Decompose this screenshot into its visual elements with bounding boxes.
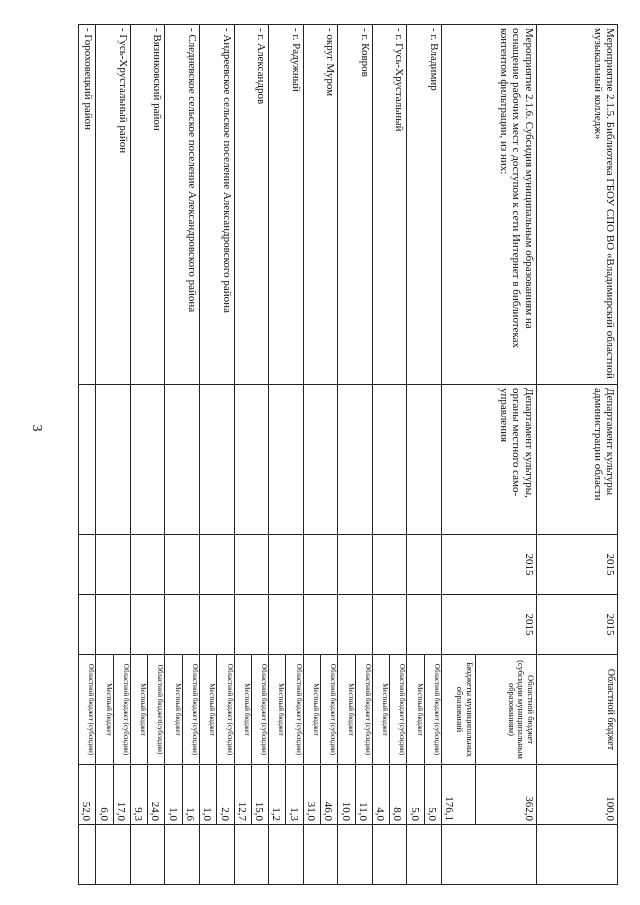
empty-cell — [407, 385, 442, 535]
amount: 1,0 — [165, 765, 182, 825]
funding-source: Областной бюджет (субсидии) — [424, 655, 441, 765]
empty-cell — [407, 595, 442, 655]
funding-source: Местный бюджет — [200, 655, 217, 765]
empty-cell — [200, 595, 235, 655]
table-row — [79, 25, 96, 885]
year-end: 2015 — [441, 595, 536, 655]
table-row — [148, 25, 165, 885]
amount: 5,0 — [424, 765, 441, 825]
program-table-sheet — [78, 24, 618, 884]
funding-source: Местный бюджет — [234, 655, 251, 765]
empty-cell — [407, 535, 442, 595]
amount: 6,0 — [96, 765, 113, 825]
empty-cell — [372, 535, 407, 595]
municipality-name: - Вязниковский район — [130, 25, 165, 385]
empty-cell — [200, 535, 235, 595]
municipality-name: - Андреевское сельское поселение Александровского района — [200, 25, 235, 385]
funding-source: Местный бюджет — [165, 655, 182, 765]
amount: 4,0 — [372, 765, 389, 825]
empty-cell — [234, 385, 269, 535]
empty-cell — [407, 825, 442, 885]
funding-source: Областной бюджет (субсидии) — [79, 655, 96, 765]
empty-cell — [338, 595, 373, 655]
amount: 362,0 — [475, 765, 536, 825]
table-row — [320, 25, 337, 885]
empty-cell — [96, 595, 131, 655]
funding-source: Областной бюджет (субсидии) — [113, 655, 130, 765]
empty-cell — [536, 825, 617, 885]
amount: 9,3 — [130, 765, 147, 825]
empty-cell — [372, 385, 407, 535]
amount: 2,0 — [217, 765, 234, 825]
amount: 176,1 — [441, 765, 475, 825]
amount: 1,2 — [269, 765, 286, 825]
table-row — [113, 25, 130, 885]
funding-source: Местный бюджет — [96, 655, 113, 765]
empty-cell — [130, 825, 165, 885]
funding-source: Местный бюджет — [338, 655, 355, 765]
table-row — [182, 25, 199, 885]
empty-cell — [303, 825, 338, 885]
table-row — [536, 25, 617, 885]
empty-cell — [303, 535, 338, 595]
funding-source: Бюджеты муниципальных образований — [441, 655, 475, 765]
empty-cell — [200, 385, 235, 535]
empty-cell — [269, 595, 304, 655]
empty-cell — [130, 595, 165, 655]
municipality-name: - Гороховецкий район — [79, 25, 96, 385]
funding-source: Областной бюджет (субсидии) — [390, 655, 407, 765]
funding-source: Местный бюджет — [269, 655, 286, 765]
page-number: 3 — [29, 424, 44, 432]
empty-cell — [303, 385, 338, 535]
empty-cell — [338, 825, 373, 885]
year-start: 2015 — [441, 535, 536, 595]
funding-source: Областной бюджет (субсидии) — [251, 655, 268, 765]
municipality-name: - г. Владимир — [407, 25, 442, 385]
empty-cell — [234, 535, 269, 595]
empty-cell — [200, 825, 235, 885]
amount: 8,0 — [390, 765, 407, 825]
amount: 1,6 — [182, 765, 199, 825]
funding-source: Областной бюджет (субсидии) — [320, 655, 337, 765]
year-start: 2015 — [536, 535, 617, 595]
table-row — [424, 25, 441, 885]
funding-source: Местный бюджет — [130, 655, 147, 765]
empty-cell — [269, 385, 304, 535]
municipality-name: - Следневское сельское поселение Александровского района — [165, 25, 200, 385]
amount: 1,0 — [200, 765, 217, 825]
municipality-name: - г. Александров — [234, 25, 269, 385]
empty-cell — [372, 595, 407, 655]
funding-source: Областной бюджет — [536, 655, 617, 765]
table-row — [217, 25, 234, 885]
measure-name: Мероприятие 2.1.5. Библиотека ГБОУ СПО ВО «Владимирский областной музыкальный колледж» — [536, 25, 617, 385]
funding-source: Областной бюджет (субсидии) — [182, 655, 199, 765]
amount: 1,3 — [286, 765, 303, 825]
funding-source: Областной бюджет (субсидии) — [286, 655, 303, 765]
municipality-name: - Гусь-Хрустальный район — [96, 25, 131, 385]
empty-cell — [165, 535, 200, 595]
measures-table — [78, 24, 618, 885]
empty-cell — [303, 595, 338, 655]
amount: 12,7 — [234, 765, 251, 825]
table-row — [286, 25, 303, 885]
empty-cell — [372, 825, 407, 885]
funding-source: Областной бюджет (субсидии муниципальным образованиям) — [475, 655, 536, 765]
table-row — [251, 25, 268, 885]
empty-cell — [79, 825, 96, 885]
municipality-name: - г. Ковров — [338, 25, 373, 385]
amount: 100,0 — [536, 765, 617, 825]
empty-cell — [338, 535, 373, 595]
empty-cell — [165, 825, 200, 885]
empty-cell — [269, 535, 304, 595]
amount: 5,0 — [407, 765, 424, 825]
empty-cell — [269, 825, 304, 885]
executor: Департамент культуры администрации области — [536, 385, 617, 535]
municipality-name: - округ Муром — [303, 25, 338, 385]
empty-cell — [79, 385, 96, 535]
funding-source: Местный бюджет — [303, 655, 320, 765]
funding-source: Областной бюджет (субсидии) — [355, 655, 372, 765]
executor: Департамент культуры, органы местного само-управления — [441, 385, 536, 535]
empty-cell — [96, 825, 131, 885]
empty-cell — [165, 595, 200, 655]
funding-source: Областной бюджет (субсидии) — [217, 655, 234, 765]
funding-source: Областной бюджет(субсидии) — [148, 655, 165, 765]
table-row — [390, 25, 407, 885]
table-row — [355, 25, 372, 885]
empty-cell — [79, 595, 96, 655]
amount: 11,0 — [355, 765, 372, 825]
amount: 31,0 — [303, 765, 320, 825]
amount: 10,0 — [338, 765, 355, 825]
empty-cell — [79, 535, 96, 595]
empty-cell — [165, 385, 200, 535]
funding-source: Местный бюджет — [407, 655, 424, 765]
table-row — [475, 25, 536, 885]
amount: 17,0 — [113, 765, 130, 825]
empty-cell — [130, 535, 165, 595]
amount: 24,0 — [148, 765, 165, 825]
empty-cell — [234, 595, 269, 655]
empty-cell — [96, 535, 131, 595]
empty-cell — [96, 385, 131, 535]
empty-cell — [441, 825, 536, 885]
year-end: 2015 — [536, 595, 617, 655]
funding-source: Местный бюджет — [372, 655, 389, 765]
amount: 15,0 — [251, 765, 268, 825]
amount: 52,0 — [79, 765, 96, 825]
empty-cell — [234, 825, 269, 885]
measure-name: Мероприятие 2.1.6. Субсидия муниципальным образованиям на оснащение рабочих мест с доступом к сети Интернет в библиотеках контентом фильтрации, из них: — [441, 25, 536, 385]
empty-cell — [130, 385, 165, 535]
municipality-name: - г. Гусь-Хрустальный — [372, 25, 407, 385]
municipality-name: - г. Радужный — [269, 25, 304, 385]
empty-cell — [338, 385, 373, 535]
amount: 46,0 — [320, 765, 337, 825]
